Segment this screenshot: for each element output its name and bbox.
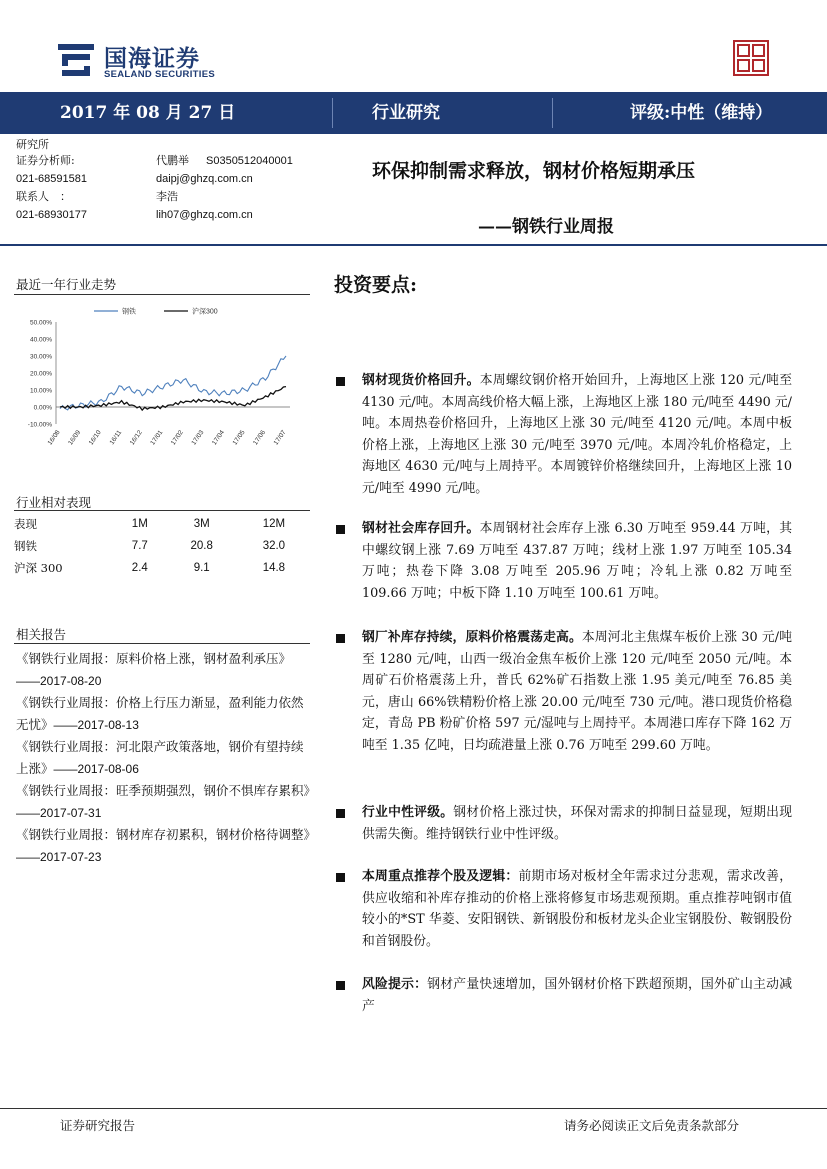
bullet-icon <box>336 525 345 534</box>
x-tick-label: 16/12 <box>128 429 144 447</box>
related-reports-list <box>16 648 317 868</box>
divider <box>552 98 553 128</box>
trend-title: 最近一年行业走势 <box>16 277 117 292</box>
report-type: 行业研究 <box>372 103 440 123</box>
institute-label: 研究所 <box>16 138 49 151</box>
bullet-lead: 钢材现货价格回升。 <box>362 373 480 388</box>
report-title: 《钢铁行业周报：河北限产政策落地，钢价有望持续上涨》 <box>16 739 304 776</box>
bullet-lead: 钢厂补库存持续，原料价格震荡走高。 <box>362 630 582 645</box>
bullet-text: 钢材价格上涨过快，环保对需求的抑制日益显现，短期出现供需失衡。维持钢铁行业中性评级。 <box>362 805 793 842</box>
series-line-hs300 <box>60 387 286 411</box>
x-tick-label: 16/08 <box>46 429 62 447</box>
page-subtitle: ——钢铁行业周报 <box>478 217 614 237</box>
x-tick-label: 17/02 <box>169 429 185 447</box>
industry-trend-chart <box>14 300 310 450</box>
bullet-text: 本周螺纹钢价格开始回升，上海地区上涨 120 元/吨至 4130 元/吨。本周高线价格大幅上涨，上海地区上涨 180 元/吨至 4490 元/吨。本周热卷价格回升，上海地区上涨 30 元/吨至 4120 元/吨。本周中板价格上涨，上海地区上涨 30 元/吨至 3970 元/吨。本周冷轧价格稳定，上海地区 4630 元/吨与上周持平。本周镀锌价格继续回升，上海地区上涨 10 元/吨至 4990 元/吨。 <box>362 373 792 496</box>
bullet-icon <box>336 377 345 386</box>
analyst-email[interactable]: daipj@ghzq.com.cn <box>156 173 253 185</box>
bullet-text: 本周河北主焦煤车板价上涨 30 元/吨至 1280 元/吨，山西一级冶金焦车板价上涨 120 元/吨至 2050 元/吨。本周矿石价格震荡上升，普氏 62%矿石指数上涨 1.95 美元/吨至 76.85 美元，唐山 66%铁精粉价格上涨 20.00 元/吨至 730 元/吨。港口现货价格稳定，青岛 PB 粉矿价格 597 元/湿吨与上周持平。本周港口库存下降 162 万吨至 1.35 亿吨，日均疏港量上涨 0.76 万吨至 299.60 万吨。 <box>362 630 793 753</box>
rating: 评级:中性（维持） <box>630 103 773 123</box>
reports-title: 相关报告 <box>16 627 67 642</box>
legend-label: 钢铁 <box>122 308 136 316</box>
report-date: ——2017-07-31 <box>16 805 102 820</box>
bullet-paragraph <box>362 866 792 952</box>
bullet-lead: 钢材社会库存回升。 <box>362 521 480 536</box>
bullet-paragraph <box>362 370 792 499</box>
table-row <box>14 557 310 579</box>
sealand-logo-icon <box>56 40 96 80</box>
bullet-text: 钢材产量快速增加，国外钢材价格下跌超预期，国外矿山主动减产 <box>362 977 793 1014</box>
divider <box>332 98 333 128</box>
report-title: 《钢铁行业周报：钢材库存初累积，钢材价格待调整》 <box>16 827 317 842</box>
bullet-text: 前期市场对板材全年需求过分悲观，需求改善，供应收缩和补库存推动的价格上涨将修复市场悲观预期。重点推荐吨钢市值较小的*ST 华菱、安阳钢铁、新钢股份和板材龙头企业宝钢股份、鞍钢股份和首钢股份。 <box>362 869 793 949</box>
table-cell: 7.7 <box>131 540 148 552</box>
x-tick-label: 16/10 <box>87 429 103 447</box>
y-tick-label: 0.00% <box>33 404 52 412</box>
logo-chinese-name: 国海证券 <box>104 45 200 72</box>
footer-left-text: 证券研究报告 <box>60 1118 136 1133</box>
x-tick-label: 17/07 <box>272 429 288 447</box>
list-item[interactable] <box>16 780 317 824</box>
table-header: 12M <box>262 518 286 530</box>
contact-email[interactable]: lih07@ghzq.com.cn <box>156 209 253 221</box>
contact-label: 联系人 ： <box>16 190 71 203</box>
table-cell: 32.0 <box>262 540 286 552</box>
table-cell: 钢铁 <box>14 539 37 553</box>
contact-name: 李浩 <box>156 190 178 203</box>
table-header-row <box>14 513 310 535</box>
table-header: 3M <box>193 518 210 530</box>
divider <box>14 643 310 644</box>
y-tick-label: 20.00% <box>29 370 52 378</box>
list-item[interactable] <box>16 648 310 692</box>
x-tick-label: 16/11 <box>108 429 124 447</box>
x-tick-label: 17/03 <box>190 429 206 447</box>
footer-disclaimer: 请务必阅读正文后免责条款部分 <box>564 1118 740 1133</box>
analyst-phone: 021-68591581 <box>16 173 87 185</box>
divider <box>14 294 310 295</box>
contact-left-column <box>16 152 87 224</box>
table-cell: 14.8 <box>262 562 286 574</box>
table-header: 1M <box>131 518 148 530</box>
header-bar <box>0 92 827 134</box>
analyst-license: S0350512040001 <box>206 155 293 167</box>
table-header: 表现 <box>14 517 37 531</box>
page-title: 环保抑制需求释放，钢材价格短期承压 <box>372 160 696 182</box>
section-title: 投资要点: <box>334 274 418 296</box>
table-cell: 沪深 300 <box>14 561 63 575</box>
y-tick-label: 40.00% <box>29 336 52 344</box>
x-tick-label: 16/09 <box>67 429 83 447</box>
bullet-icon <box>336 873 345 882</box>
bullet-icon <box>336 809 345 818</box>
analyst-label: 证券分析师: <box>16 154 75 167</box>
table-cell: 2.4 <box>131 562 148 574</box>
analyst-name: 代鹏举 <box>156 154 189 167</box>
bullet-lead: 风险提示： <box>362 977 428 992</box>
bullet-paragraph <box>362 974 792 1017</box>
report-date: 2017 年 08 月 27 日 <box>60 103 236 123</box>
logo-english-name: SEALAND SECURITIES <box>104 69 215 80</box>
y-tick-label: 10.00% <box>29 387 52 395</box>
report-date: ——2017-07-23 <box>16 849 102 864</box>
bullet-paragraph <box>362 518 792 604</box>
table-row <box>14 535 310 557</box>
report-date: ——2017-08-06 <box>53 761 139 776</box>
perf-title: 行业相对表现 <box>16 495 92 510</box>
report-date: ——2017-08-20 <box>16 673 102 688</box>
research-seal-icon <box>733 40 769 76</box>
x-tick-label: 17/04 <box>210 429 227 447</box>
legend-label: 沪深300 <box>192 308 218 316</box>
bullet-paragraph <box>362 627 792 756</box>
analyst-code <box>206 152 293 170</box>
footer-rule <box>0 1108 827 1109</box>
list-item[interactable] <box>16 736 310 780</box>
contact-phone: 021-68930177 <box>16 209 87 221</box>
list-item[interactable] <box>16 692 310 736</box>
x-tick-label: 17/01 <box>149 429 165 447</box>
divider <box>14 510 310 511</box>
header-rule <box>0 244 827 246</box>
bullet-lead: 行业中性评级。 <box>362 805 454 820</box>
y-tick-label: 50.00% <box>29 319 52 327</box>
x-tick-label: 17/05 <box>231 429 247 447</box>
report-title: 《钢铁行业周报：旺季预期强烈，钢价不惧库存累积》 <box>16 783 317 798</box>
bullet-icon <box>336 981 345 990</box>
table-cell: 20.8 <box>190 540 213 552</box>
report-date: ——2017-08-13 <box>53 717 139 732</box>
bullet-paragraph <box>362 802 792 845</box>
bullet-lead: 本周重点推荐个股及逻辑： <box>362 869 519 884</box>
report-title: 《钢铁行业周报：原料价格上涨，钢材盈利承压》 <box>16 651 292 666</box>
performance-table <box>14 513 310 579</box>
bullet-text: 本周钢材社会库存上涨 6.30 万吨至 959.44 万吨，其中螺纹钢上涨 7.69 万吨至 437.87 万吨；线材上涨 1.97 万吨至 105.34 万吨；热卷下降 3.08 万吨至 205.96 万吨；冷轧上涨 0.82 万吨至 109.66 万吨；中板下降 1.10 万吨至 100.61 万吨。 <box>362 521 792 601</box>
x-tick-label: 17/06 <box>252 429 268 447</box>
list-item[interactable] <box>16 824 317 868</box>
report-title: 《钢铁行业周报：价格上行压力渐显，盈利能力依然无忧》 <box>16 695 304 732</box>
y-tick-label: -10.00% <box>27 421 52 429</box>
y-tick-label: 30.00% <box>29 353 52 361</box>
bullet-icon <box>336 634 345 643</box>
table-cell: 9.1 <box>193 562 210 574</box>
